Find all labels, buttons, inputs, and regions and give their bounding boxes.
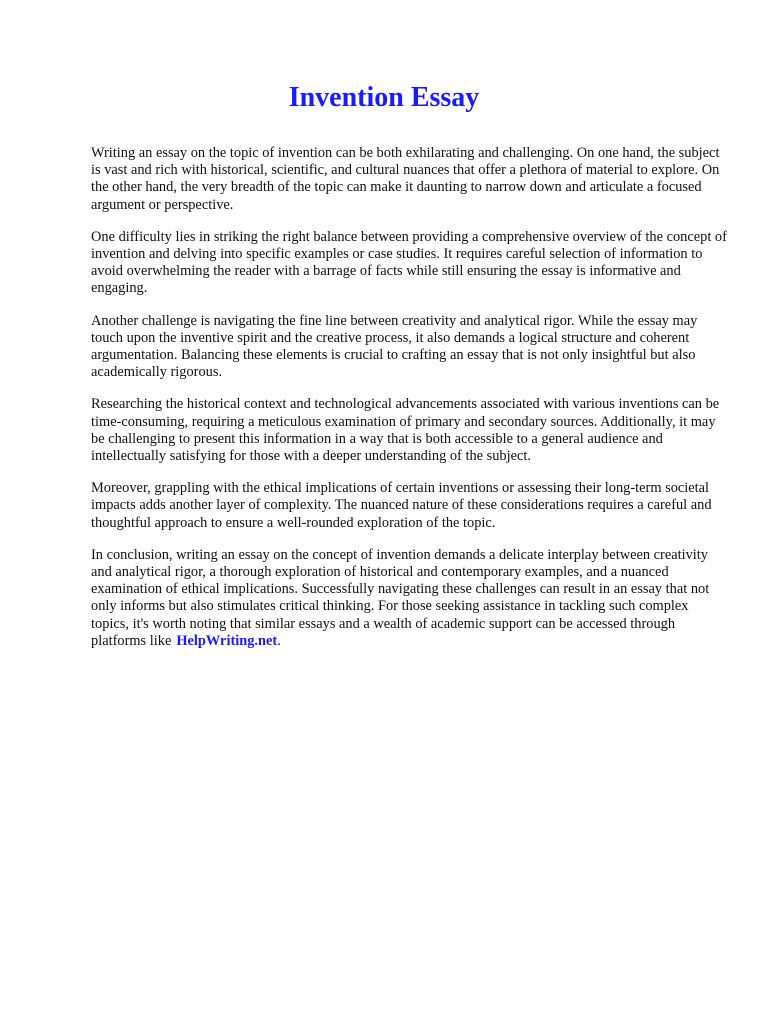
helpwriting-link[interactable]: HelpWriting.net — [176, 632, 278, 649]
paragraph-4: Researching the historical context and technological advancements associated with various inventions can be time-consuming, requiring a meticulous examination of primary and secondary sources. Additionally, it may be challenging to present this information in a way that is both accessible to a general audience and intellectually satisfying for those with a deeper understanding of the subject. — [91, 396, 720, 465]
conclusion-text: In conclusion, writing an essay on the concept of invention demands a delicate interplay between creativity and analytical rigor, a thorough exploration of historical and contemporary examples, and a nuanced examination of ethical implications. Successfully navigating these challenges can result in an essay that not only informs but also stimulates critical thinking. For those seeking assistance in tackling such complex topics, it's worth noting that similar essays and a wealth of academic support can be accessed through platforms like — [91, 546, 710, 649]
paragraph-5: Moreover, grappling with the ethical implications of certain inventions or assessing their long-term societal impacts adds another layer of complexity. The nuanced nature of these considerations requires a careful and thoughtful approach to ensure a well-rounded exploration of the topic. — [91, 480, 712, 531]
conclusion-end-punct: . — [277, 632, 281, 649]
paragraph-1: Writing an essay on the topic of invention can be both exhilarating and challenging. On one hand, the subject is vast and rich with historical, scientific, and cultural nuances that offer a plethora of material to explore. On the other hand, the very breadth of the topic can make it daunting to narrow down and articulate a focused argument or perspective. — [91, 145, 720, 213]
page-title: Invention Essay — [288, 82, 480, 113]
paragraph-3: Another challenge is navigating the fine line between creativity and analytical rigor. While the essay may touch upon the inventive spirit and the creative process, it also demands a logical structure and coherent argumentation. Balancing these elements is crucial to crafting an essay that is not only insightful but also academically rigorous. — [91, 312, 698, 381]
essay-body — [91, 145, 729, 665]
paragraph-conclusion — [91, 547, 729, 650]
paragraph-2: One difficulty lies in striking the right balance between providing a comprehensive overview of the concept of invention and delving into specific examples or case studies. It requires careful selection of information to avoid overwhelming the reader with a barrage of facts while still ensuring the essay is informative and engaging. — [91, 228, 727, 297]
